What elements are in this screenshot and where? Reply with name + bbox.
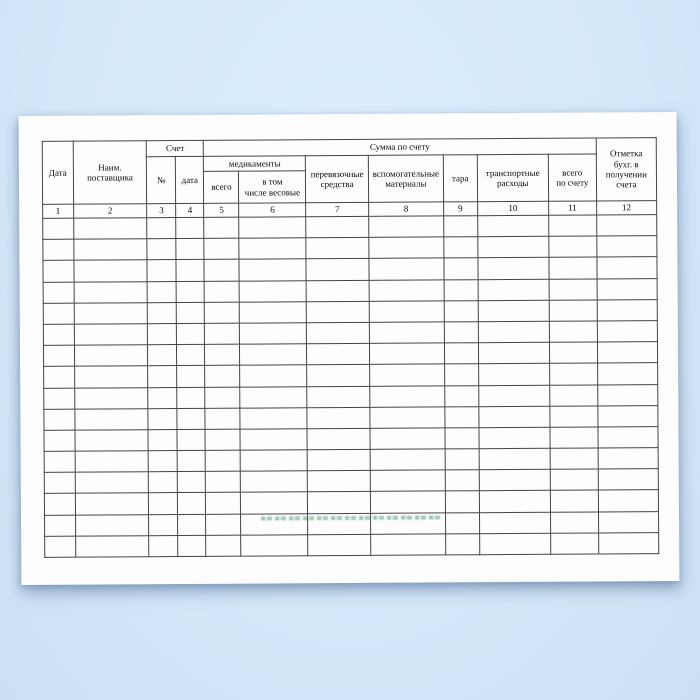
empty-cell — [478, 258, 549, 280]
empty-cell — [444, 216, 478, 237]
empty-cell — [307, 449, 370, 471]
col-header-account-date: дата — [176, 156, 205, 203]
empty-cell — [43, 282, 74, 303]
empty-cell — [371, 534, 446, 556]
empty-cell — [550, 448, 598, 469]
empty-cell — [74, 387, 148, 409]
paper-sheet — [19, 112, 680, 585]
empty-cell — [205, 302, 240, 323]
empty-cell — [44, 472, 75, 493]
empty-cell — [369, 237, 444, 259]
col-group-account: Счет — [147, 140, 204, 156]
empty-cell — [147, 239, 176, 260]
col-header-transport-costs: транспортные расходы — [477, 154, 549, 201]
empty-cell — [75, 472, 149, 494]
empty-cell — [370, 470, 445, 492]
empty-cell — [370, 449, 445, 471]
empty-cell — [549, 279, 597, 300]
empty-cell — [479, 533, 550, 555]
empty-cell — [178, 514, 206, 535]
empty-cell — [598, 469, 658, 491]
empty-cell — [149, 493, 178, 514]
col-header-account-number: № — [147, 157, 176, 204]
empty-cell — [240, 280, 307, 302]
column-number: 5 — [204, 203, 239, 217]
empty-cell — [549, 236, 597, 257]
empty-cell — [240, 302, 307, 324]
empty-cell — [74, 345, 148, 367]
empty-cell — [479, 491, 550, 513]
empty-cell — [369, 279, 444, 301]
empty-cell — [598, 405, 658, 427]
empty-cell — [240, 429, 307, 451]
empty-cell — [445, 406, 479, 427]
supplier-invoice-register-table — [42, 137, 660, 558]
empty-cell — [597, 384, 657, 406]
col-header-accountant-mark: Отметка бухг. в получении счета — [596, 138, 657, 201]
empty-cell — [308, 492, 371, 514]
empty-cell — [204, 217, 239, 238]
empty-cell — [44, 494, 75, 515]
empty-cell — [369, 216, 444, 238]
empty-cell — [148, 302, 177, 323]
empty-cell — [307, 407, 370, 429]
column-number: 8 — [369, 202, 444, 216]
column-number: 7 — [306, 202, 369, 216]
empty-cell — [43, 261, 74, 282]
empty-cell — [308, 471, 371, 493]
empty-cell — [204, 238, 239, 259]
empty-cell — [369, 343, 444, 365]
empty-cell — [479, 470, 550, 492]
col-group-amount: Сумма по счету — [204, 138, 596, 156]
empty-cell — [445, 449, 479, 470]
empty-cell — [205, 365, 240, 386]
empty-cell — [148, 451, 177, 472]
empty-cell — [205, 387, 240, 408]
empty-cell — [74, 260, 148, 282]
column-number: 10 — [477, 201, 548, 215]
col-header-invoice-total: всего по счету — [548, 154, 596, 201]
empty-cell — [149, 535, 178, 556]
empty-cell — [75, 430, 149, 452]
empty-cell — [75, 408, 149, 430]
column-number: 12 — [596, 201, 656, 215]
empty-cell — [445, 491, 479, 512]
column-number: 2 — [73, 204, 147, 218]
empty-cell — [597, 342, 657, 364]
empty-cell — [550, 490, 598, 511]
empty-cell — [147, 260, 176, 281]
empty-cell — [177, 450, 205, 471]
column-number: 6 — [239, 203, 306, 217]
empty-cell — [550, 512, 598, 533]
empty-cell — [369, 258, 444, 280]
table-body — [43, 215, 659, 558]
empty-cell — [177, 408, 205, 429]
empty-cell — [43, 239, 74, 260]
empty-cell — [75, 536, 149, 558]
empty-cell — [148, 429, 177, 450]
empty-cell — [370, 385, 445, 407]
empty-cell — [44, 366, 75, 387]
empty-cell — [44, 430, 75, 451]
empty-cell — [240, 344, 307, 366]
empty-cell — [549, 363, 597, 384]
empty-cell — [549, 321, 597, 342]
empty-cell — [369, 301, 444, 323]
empty-cell — [370, 407, 445, 429]
empty-cell — [550, 533, 598, 554]
empty-cell — [43, 324, 74, 345]
empty-cell — [44, 409, 75, 430]
column-number: 1 — [43, 204, 74, 218]
empty-cell — [478, 406, 549, 428]
empty-cell — [149, 472, 178, 493]
empty-cell — [549, 215, 597, 236]
empty-cell — [147, 218, 176, 239]
empty-cell — [205, 281, 240, 302]
empty-cell — [307, 428, 370, 450]
empty-cell — [204, 260, 239, 281]
empty-cell — [597, 299, 657, 321]
empty-cell — [478, 279, 549, 301]
empty-cell — [206, 514, 241, 535]
column-number: 9 — [443, 202, 477, 216]
empty-cell — [239, 217, 306, 239]
empty-cell — [598, 532, 658, 554]
empty-cell — [239, 259, 306, 281]
empty-cell — [75, 514, 149, 536]
empty-cell — [75, 493, 149, 515]
empty-cell — [149, 514, 178, 535]
col-header-containers: тара — [443, 155, 477, 202]
empty-cell — [478, 300, 549, 322]
column-number: 11 — [548, 201, 596, 215]
empty-cell — [44, 451, 75, 472]
empty-cell — [478, 342, 549, 364]
empty-cell — [444, 237, 478, 258]
col-header-dressing-materials: перевязочные средства — [306, 155, 369, 202]
empty-cell — [241, 471, 308, 493]
empty-cell — [45, 536, 76, 557]
empty-cell — [177, 429, 205, 450]
empty-cell — [176, 281, 204, 302]
empty-cell — [598, 448, 658, 470]
empty-cell — [478, 364, 549, 386]
empty-cell — [148, 408, 177, 429]
empty-cell — [73, 218, 147, 240]
empty-cell — [306, 238, 369, 260]
empty-cell — [74, 366, 148, 388]
empty-cell — [596, 215, 656, 237]
table-header — [42, 138, 656, 219]
empty-cell — [598, 490, 658, 512]
col-group-medicines: медикаменты — [204, 156, 306, 172]
empty-cell — [478, 321, 549, 343]
empty-cell — [240, 386, 307, 408]
empty-cell — [306, 280, 369, 302]
column-number: 4 — [176, 203, 204, 217]
empty-cell — [550, 384, 598, 405]
column-number: 3 — [147, 204, 176, 218]
empty-cell — [444, 343, 478, 364]
empty-cell — [444, 258, 478, 279]
empty-cell — [598, 426, 658, 448]
col-header-auxiliary-materials: вспомогательные материалы — [368, 155, 443, 202]
empty-cell — [177, 323, 205, 344]
empty-cell — [307, 365, 370, 387]
empty-cell — [74, 239, 148, 261]
empty-cell — [74, 324, 148, 346]
empty-cell — [206, 493, 241, 514]
empty-cell — [44, 388, 75, 409]
empty-cell — [597, 236, 657, 258]
empty-cell — [549, 342, 597, 363]
empty-cell — [444, 279, 478, 300]
empty-cell — [205, 429, 240, 450]
empty-cell — [176, 217, 204, 238]
empty-cell — [206, 535, 241, 556]
empty-cell — [240, 323, 307, 345]
empty-cell — [597, 278, 657, 300]
empty-cell — [444, 322, 478, 343]
empty-cell — [74, 281, 148, 303]
empty-row — [45, 532, 659, 557]
empty-cell — [597, 321, 657, 343]
empty-cell — [43, 218, 74, 239]
empty-cell — [479, 448, 550, 470]
col-header-supplier-name: Наим. поставщика — [73, 141, 147, 204]
empty-cell — [550, 469, 598, 490]
empty-cell — [147, 281, 176, 302]
empty-cell — [178, 493, 206, 514]
empty-cell — [148, 323, 177, 344]
empty-cell — [445, 428, 479, 449]
empty-cell — [206, 471, 241, 492]
empty-cell — [370, 364, 445, 386]
empty-cell — [307, 322, 370, 344]
empty-cell — [43, 345, 74, 366]
empty-cell — [307, 386, 370, 408]
empty-cell — [205, 344, 240, 365]
empty-cell — [206, 450, 241, 471]
empty-cell — [597, 257, 657, 279]
empty-cell — [177, 472, 205, 493]
empty-cell — [477, 215, 548, 237]
empty-cell — [176, 302, 204, 323]
empty-cell — [239, 238, 306, 260]
empty-cell — [74, 302, 148, 324]
empty-cell — [205, 323, 240, 344]
empty-cell — [479, 427, 550, 449]
empty-cell — [176, 260, 204, 281]
empty-cell — [240, 365, 307, 387]
empty-cell — [307, 301, 370, 323]
empty-cell — [177, 345, 205, 366]
empty-cell — [370, 428, 445, 450]
empty-cell — [549, 300, 597, 321]
col-header-date: Дата — [42, 141, 73, 204]
empty-cell — [148, 387, 177, 408]
empty-cell — [240, 407, 307, 429]
empty-cell — [477, 236, 548, 258]
col-header-medicines-total: всего — [204, 171, 239, 203]
empty-cell — [478, 385, 549, 407]
empty-cell — [445, 512, 479, 533]
empty-cell — [45, 515, 76, 536]
empty-cell — [550, 427, 598, 448]
empty-cell — [177, 366, 205, 387]
empty-cell — [148, 345, 177, 366]
empty-cell — [444, 300, 478, 321]
empty-cell — [445, 385, 479, 406]
empty-cell — [549, 257, 597, 278]
empty-cell — [307, 344, 370, 366]
empty-cell — [178, 535, 206, 556]
empty-cell — [241, 492, 308, 514]
empty-cell — [445, 470, 479, 491]
empty-cell — [479, 512, 550, 534]
col-header-medicines-weighed: в том числе весовые — [239, 171, 306, 203]
empty-cell — [444, 364, 478, 385]
empty-cell — [446, 534, 480, 555]
empty-cell — [205, 408, 240, 429]
empty-cell — [148, 366, 177, 387]
empty-cell — [75, 451, 149, 473]
empty-cell — [177, 387, 205, 408]
empty-cell — [306, 216, 369, 238]
empty-cell — [370, 491, 445, 513]
empty-cell — [176, 239, 204, 260]
empty-cell — [308, 534, 371, 556]
empty-cell — [241, 450, 308, 472]
empty-cell — [597, 363, 657, 385]
empty-cell — [369, 322, 444, 344]
empty-cell — [43, 303, 74, 324]
empty-cell — [241, 535, 308, 557]
empty-cell — [550, 406, 598, 427]
empty-cell — [306, 259, 369, 281]
empty-cell — [598, 511, 658, 533]
